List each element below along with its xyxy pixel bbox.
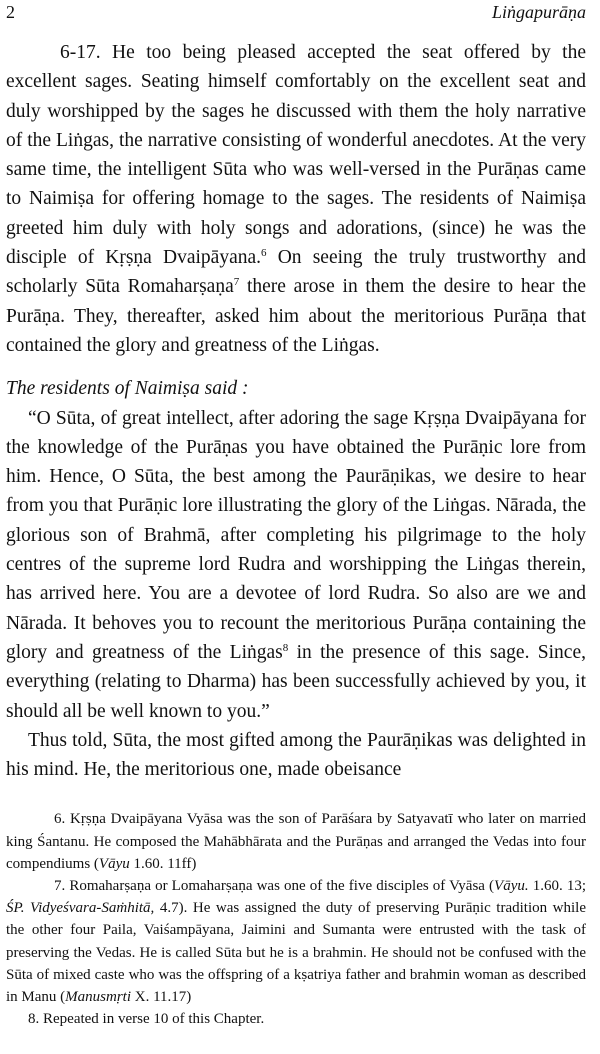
footnotes xyxy=(6,808,586,1030)
footnote-separator xyxy=(6,784,586,808)
footnote-8: 8. Repeated in verse 10 of this Chapter. xyxy=(28,1011,265,1028)
running-header xyxy=(6,0,586,26)
footnote-text: 1.60. 13; xyxy=(528,878,586,895)
quote-text: in the presence of this sage. Since, everything (relating to Dharma) has been successfully achieved by you, it should all be well known to you.” xyxy=(6,641,586,722)
book-title: Liṅgapurāṇa xyxy=(491,2,586,22)
footnote-citation: Manusmṛti xyxy=(65,989,132,1006)
main-text xyxy=(6,38,586,784)
footnote-citation: ŚP. Vidyeśvara-Saṁhitā, xyxy=(6,900,155,917)
footnote-marker-8: 8 xyxy=(282,641,289,654)
speaker-heading: The residents of Naimiṣa said : xyxy=(6,378,249,400)
paragraph-verses-6-17 xyxy=(6,38,586,360)
paragraph-text: there arose in them the desire to hear the Purāṇa. They, thereafter, asked him about the meritorious Purāṇa that contained the glory and greatness of the Liṅgas. xyxy=(6,276,586,356)
footnote-7 xyxy=(6,875,586,1008)
footnote-marker-6: 6 xyxy=(261,247,267,260)
footnote-citation: Vāyu. xyxy=(494,878,529,895)
paragraph-text: On seeing the truly trustworthy and scholarly Sūta Romaharṣaṇa xyxy=(6,247,586,298)
page-number: 2 xyxy=(6,2,15,22)
quote-text: “O Sūta, of great intellect, after adoring the sage Kṛṣṇa Dvaipāyana for the knowledge of the Purāṇas you have obtained the Purāṇic lore from him. Hence, O Sūta, the best among the Paurāṇikas, we desire to hear from you that Purāṇic lore illustrating the glory of the Liṅgas. Nārada, the glorious son of Brahmā, after completing his pilgrimage to the holy centres of the supreme lord Rudra and worshipping the Liṅgas therein, has arrived here. You are a devotee of lord Rudra. So also are we and Nārada. It behoves you to recount the meritorious Purāṇa containing the glory and greatness of the Liṅgas xyxy=(6,407,586,663)
paragraph-continuation: Thus told, Sūta, the most gifted among the Paurāṇikas was delighted in his mind. He, the meritorious one, made obeisance xyxy=(6,729,586,781)
quoted-speech xyxy=(6,404,586,726)
footnote-text: 1.60. 11ff) xyxy=(129,855,197,872)
paragraph-text: 6-17. He too being pleased accepted the seat offered by the excellent sages. Seating himself comfortably on the excellent seat and duly worshipped by the sages he discussed with them the holy narrative of the Liṅgas, the narrative consisting of wonderful anecdotes. At the very same time, the intelligent Sūta who was well-versed in the Purāṇas came to Naimiṣa for offering homage to the sages. The residents of Naimiṣa greeted him duly with holy songs and adorations, (since) he was the disciple of Kṛṣṇa Dvaipāyana. xyxy=(6,42,586,269)
footnote-6 xyxy=(6,808,586,875)
footnote-text: 6. Kṛṣṇa Dvaipāyana Vyāsa was the son of Parāśara by Satyavatī who later on married king Śantanu. He composed the Mahābhārata and the Purāṇas and arranged the Vedas into four compendiums ( xyxy=(6,811,586,872)
footnote-text: X. 11.17) xyxy=(131,989,192,1006)
footnote-text: 4.7). He was assigned the duty of preserving Purāṇic tradition while the other four Paila, Vaiśampāyana, Jaimini and Sumanta were entrusted with the task of preserving the Vedas. He is called Sūta but he is a brahmin. He should not be confused with the Sūta of mixed caste who was the offspring of a kṣatriya father and brahmin woman as described in Manu ( xyxy=(6,900,586,1006)
footnote-citation: Vāyu xyxy=(98,855,130,872)
footnote-text: 7. Romaharṣaṇa or Lomaharṣaṇa was one of the five disciples of Vyāsa ( xyxy=(54,878,495,895)
footnote-marker-7: 7 xyxy=(233,276,240,289)
